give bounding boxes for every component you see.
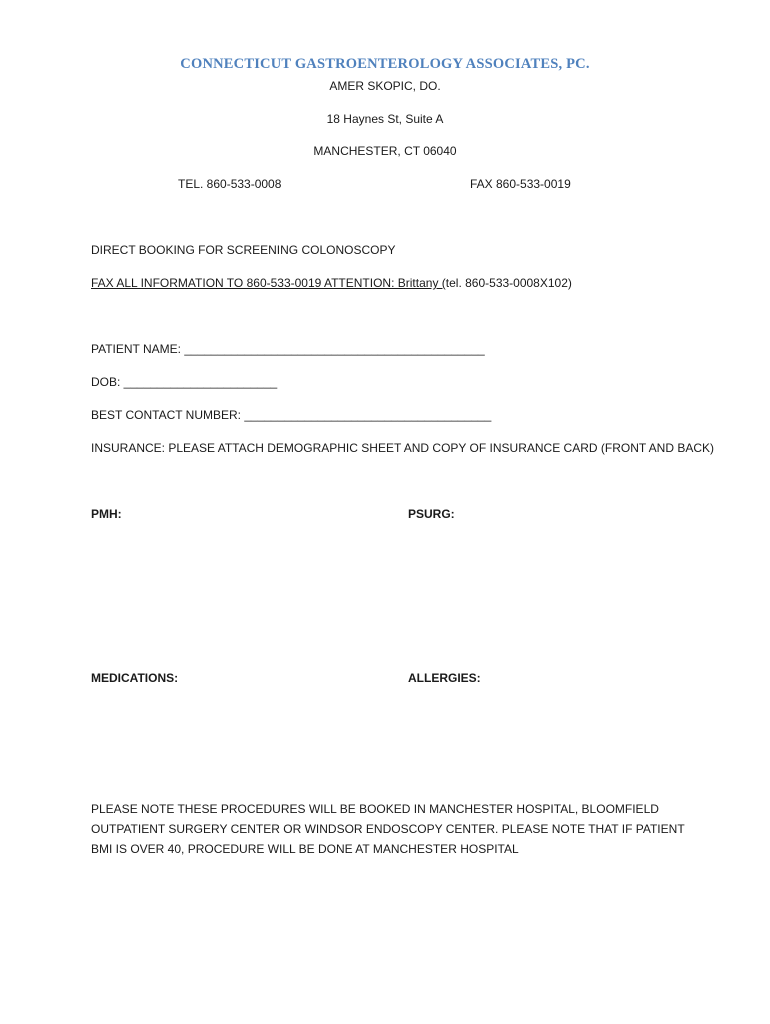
street-address: 18 Haynes St, Suite A bbox=[326, 112, 444, 126]
doctor-name: AMER SKOPIC, DO. bbox=[329, 79, 441, 93]
procedure-note: PLEASE NOTE THESE PROCEDURES WILL BE BOOKED IN MANCHESTER HOSPITAL, BLOOMFIELD OUTPATIENT SURGERY CENTER OR WINDSOR ENDOSCOPY CENTER. PLEASE NOTE THAT IF PATIENT BMI IS OVER 40, PROCEDURE WILL BE DONE AT MANCHESTER HOSPITAL bbox=[91, 802, 685, 856]
medications-label: MEDICATIONS: bbox=[91, 671, 179, 685]
fax-instruction-rest: tel. 860-533-0008X102) bbox=[445, 276, 572, 290]
allergies-label: ALLERGIES: bbox=[408, 671, 481, 685]
telephone-number: TEL. 860-533-0008 bbox=[178, 177, 282, 191]
booking-title: DIRECT BOOKING FOR SCREENING COLONOSCOPY bbox=[91, 243, 396, 257]
psurg-label: PSURG: bbox=[408, 507, 455, 521]
practice-name: CONNECTICUT GASTROENTEROLOGY ASSOCIATES, PC. bbox=[180, 56, 590, 72]
dob-field[interactable]: DOB: _______________________ bbox=[91, 375, 278, 389]
fax-number: FAX 860-533-0019 bbox=[470, 177, 571, 191]
city-address: MANCHESTER, CT 06040 bbox=[313, 144, 457, 158]
fax-instruction bbox=[91, 275, 572, 291]
fax-instruction-underlined: FAX ALL INFORMATION TO 860-533-0019 ATTENTION: Brittany ( bbox=[91, 276, 446, 290]
pmh-label: PMH: bbox=[91, 507, 122, 521]
insurance-instruction: INSURANCE: PLEASE ATTACH DEMOGRAPHIC SHEET AND COPY OF INSURANCE CARD (FRONT AND BACK) bbox=[91, 441, 714, 455]
patient-name-field[interactable]: PATIENT NAME: _____________________________________________ bbox=[91, 342, 485, 356]
contact-number-field[interactable]: BEST CONTACT NUMBER: _____________________________________ bbox=[91, 408, 492, 422]
